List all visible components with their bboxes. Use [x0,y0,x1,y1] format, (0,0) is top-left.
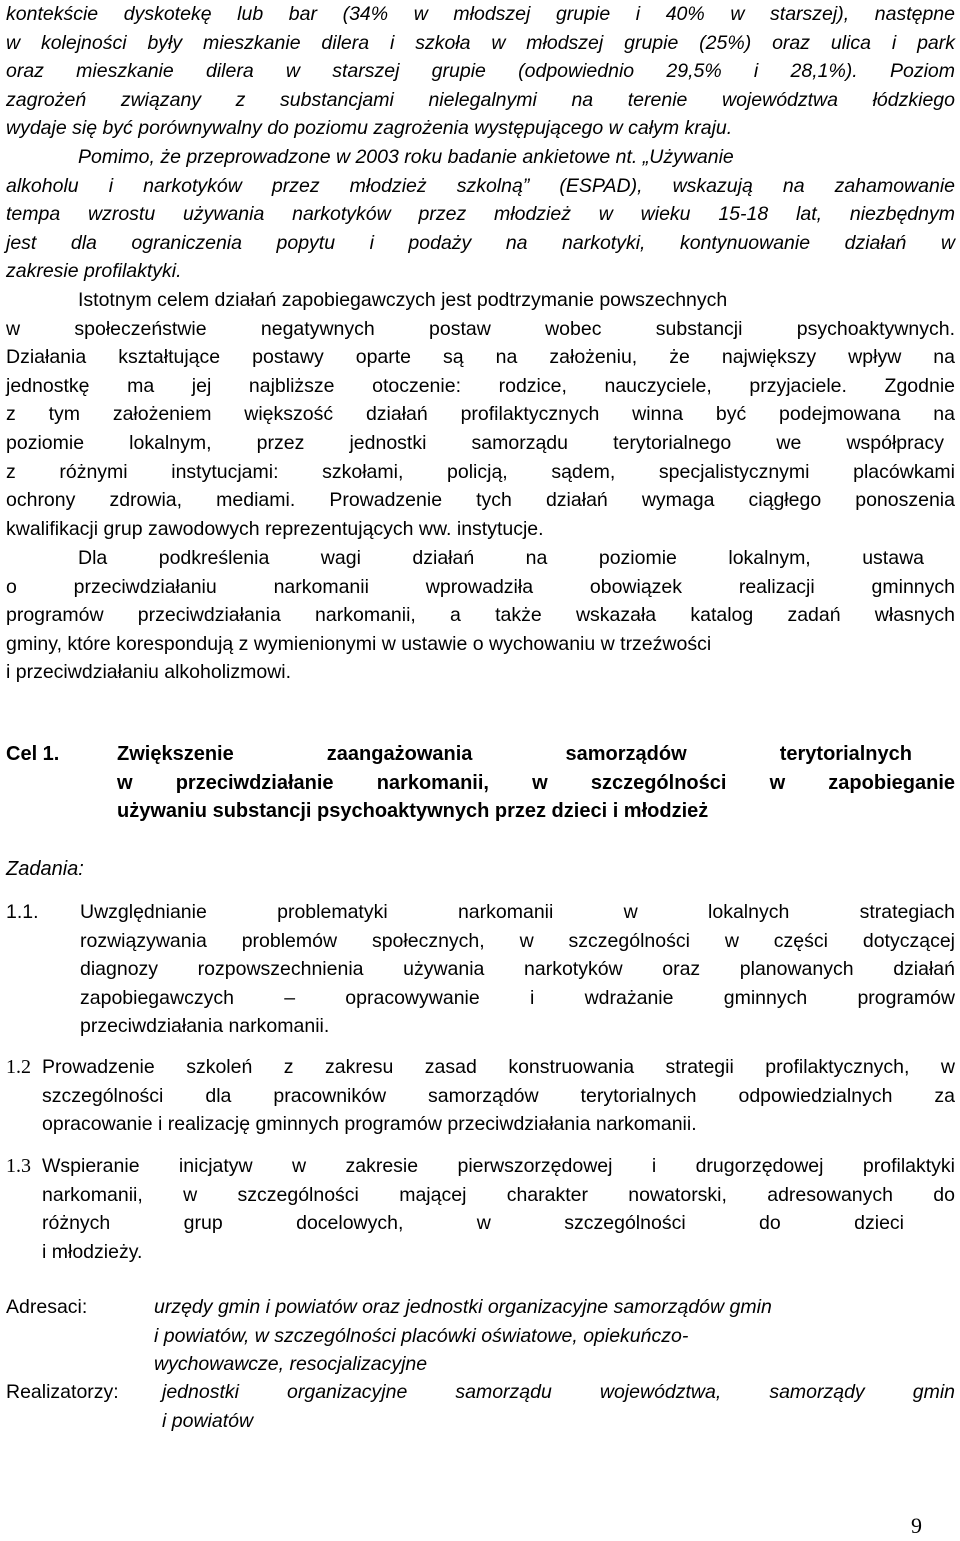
text-line: poziomie lokalnym, przez jednostki samorządu terytorialnego we współpracy [6,431,944,454]
text-line: Działania kształtujące postawy oparte są na założeniu, że największy wpływ na [6,346,955,369]
goal-line: używaniu substancji psychoaktywnych przez dzieci i młodzież [117,800,709,823]
task-line: Uwzględnianie problematyki narkomanii w lokalnych strategiach [80,901,955,923]
task-number: 1.2 [6,1056,31,1078]
task-line: i młodzieży. [42,1240,143,1263]
text-line: Istotnym celem działań zapobiegawczych jest podtrzymanie powszechnych [78,289,728,311]
text-line: Pomimo, że przeprowadzone w 2003 roku badanie ankietowe nt. „Używanie [78,146,734,168]
paragraph-2 [6,143,955,286]
implementers-value [162,1378,955,1435]
task-1-2 [42,1053,955,1139]
text-line: jest dla ograniczenia popytu i podaży na narkotyki, kontynuowanie działań w [6,231,955,254]
text-line: wydaje się być porównywalny do poziomu zagrożenia występującego w całym kraju. [6,117,733,140]
task-line: różnych grup docelowych, w szczególności do dzieci [42,1212,904,1235]
text-line: kwalifikacji grup zawodowych reprezentujących ww. instytucje. [6,517,544,540]
task-line: Prowadzenie szkoleń z zakresu zasad konstruowania strategii profilaktycznych, w [42,1056,955,1078]
task-line: rozwiązywania problemów społecznych, w szczególności w części dotyczącej [80,929,955,952]
task-line: przeciwdziałania narkomanii. [80,1015,330,1038]
paragraph-4 [6,544,955,687]
goal-line: Zwiększenie zaangażowania samorządów terytorialnych [117,743,912,765]
text-line: kontekście dyskotekę lub bar (34% w młodszej grupie i 40% w starszej), następne [6,3,955,25]
text-line: z tym założeniem większość działań profilaktycznych winna być podejmowana na [6,403,955,426]
task-line: diagnozy rozpowszechnienia używania narkotyków oraz planowanych działań [80,958,955,981]
addressees-line: urzędy gmin i powiatów oraz jednostki organizacyjne samorządów gmin [154,1296,772,1318]
text-line: w społeczeństwie negatywnych postaw wobec substancji psychoaktywnych. [6,317,955,340]
paragraph-3 [6,286,955,543]
task-1-1 [80,898,955,1041]
text-line: programów przeciwdziałania narkomanii, a także wskazała katalog zadań własnych [6,604,955,627]
task-number: 1.3 [6,1155,31,1177]
goal-title [117,740,955,826]
page-number: 9 [911,1513,922,1538]
text-line: o przeciwdziałaniu narkomanii wprowadziła obowiązek realizacji gminnych [6,575,955,598]
task-line: Wspieranie inicjatyw w zakresie pierwszorzędowej i drugorzędowej profilaktyki [42,1155,955,1177]
addressees-line: wychowawcze, resocjalizacyjne [154,1353,428,1376]
text-line: Dla podkreślenia wagi działań na poziomie lokalnym, ustawa [78,547,924,569]
implementers-label: Realizatorzy: [6,1381,119,1403]
goal-number: Cel 1. [6,743,60,765]
text-line: tempa wzrostu używania narkotyków przez młodzież w wieku 15-18 lat, niezbędnym [6,203,955,226]
text-line: ochrony zdrowia, mediami. Prowadzenie tych działań wymaga ciągłego ponoszenia [6,489,955,512]
text-line: zagrożeń związany z substancjami nielegalnymi na terenie województwa łódzkiego [6,88,955,111]
text-line: z różnymi instytucjami: szkołami, policją, sądem, specjalistycznymi placówkami [6,460,955,483]
task-number: 1.1. [6,901,39,923]
addressees-value [154,1293,955,1379]
text-line: gminy, które korespondują z wymienionymi w ustawie o wychowaniu w trzeźwości [6,632,712,655]
text-line: zakresie profilaktyki. [6,260,182,283]
task-line: szczególności dla pracowników samorządów terytorialnych odpowiedzialnych za [42,1084,955,1107]
text-line: i przeciwdziałaniu alkoholizmowi. [6,661,292,684]
implementers-line: jednostki organizacyjne samorządu województwa, samorządy gmin [162,1381,955,1403]
text-line: jednostkę ma jej najbliższe otoczenie: rodzice, nauczyciele, przyjaciele. Zgodnie [6,374,955,397]
addressees-label: Adresaci: [6,1296,88,1318]
text-line: oraz mieszkanie dilera w starszej grupie (odpowiednio 29,5% i 28,1%). Poziom [6,60,955,83]
task-line: narkomanii, w szczególności mającej charakter nowatorski, adresowanych do [42,1183,955,1206]
tasks-heading: Zadania: [6,858,84,880]
implementers-line: i powiatów [162,1409,254,1432]
addressees-line: i powiatów, w szczególności placówki oświatowe, opiekuńczo- [154,1324,689,1347]
task-1-3 [42,1152,955,1266]
goal-line: w przeciwdziałanie narkomanii, w szczególności w zapobieganie [117,771,955,794]
text-line: w kolejności były mieszkanie dilera i szkoła w młodszej grupie (25%) oraz ulica i park [6,31,955,54]
task-line: opracowanie i realizację gminnych programów przeciwdziałania narkomanii. [42,1113,697,1136]
task-line: zapobiegawczych – opracowywanie i wdrażanie gminnych programów [80,986,955,1009]
text-line: alkoholu i narkotyków przez młodzież szkolną” (ESPAD), wskazują na zahamowanie [6,174,955,197]
paragraph-1 [6,0,955,143]
